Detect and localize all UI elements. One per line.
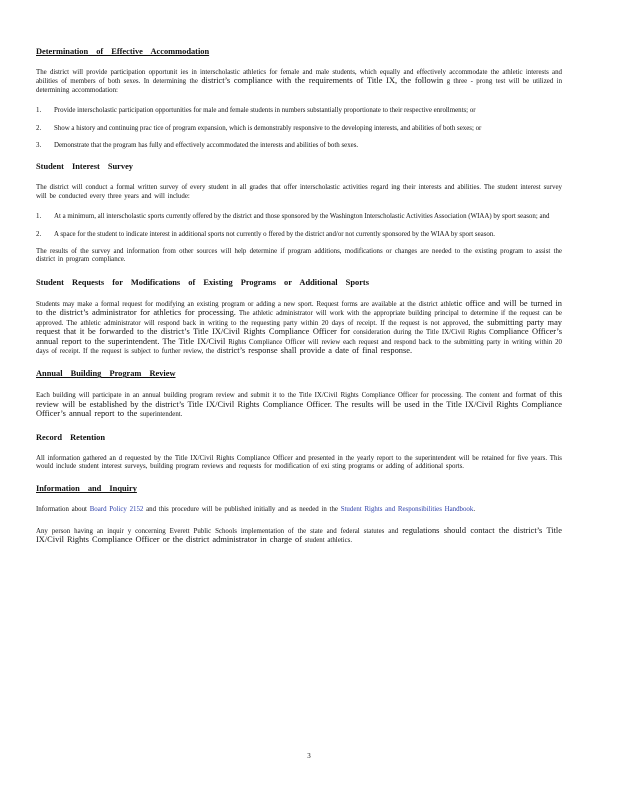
inquiry-paragraph-2 <box>36 527 562 546</box>
heading-requests: Student Requests for Modifications of Existing Programs or Additional Sports <box>36 277 369 287</box>
determination-item <box>36 125 562 133</box>
item-text: Show a history and continuing prac tice of program expansion, which is demonstrably responsive to the developing interests, and abilities of both sexes; or <box>54 124 482 132</box>
survey-item <box>36 213 562 221</box>
inquiry-p1-c: . <box>473 506 476 514</box>
requests-p4: the submitting party may request that it be forwarded to the district’s Title IX/Civil Rights Compliance Officer for <box>36 317 562 337</box>
requests-p5: consideration during the Title IX/Civil Rights C <box>353 329 494 337</box>
item-text: Demonstrate that the program has fully and effectively accommodated the interests and abilities of both sexes. <box>54 142 359 150</box>
item-text: At a minimum, all interscholastic sports currently offered by the district and those sponsored by the Washington Interscholastic Activities Association (WIAA) by sport season; and <box>54 213 550 221</box>
requests-p1: Students may make a formal request for modifying an existing program or adding a new sport. Request forms are available at the district athle <box>36 300 454 308</box>
requests-p8: istrict’s response shall provide a date of final response. <box>220 345 413 355</box>
item-number: 1. <box>36 107 42 115</box>
inquiry-p2-b: regulations should contact the district’s Title IX/Civil Rights Compliance Officer or the district administrator in charge of <box>36 525 562 545</box>
item-number: 2. <box>36 230 42 238</box>
heading-review: Annual Building Program Review <box>36 369 176 379</box>
heading-retention: Record Retention <box>36 432 106 442</box>
item-number: 1. <box>36 213 42 221</box>
inquiry-p1-a: Information about <box>36 506 87 514</box>
heading-inquiry: Information and Inquiry <box>36 484 137 494</box>
heading-determination: Determination of Effective Accommodation <box>36 47 210 56</box>
item-number: 2. <box>36 124 42 132</box>
requests-p6: ompliance Officer’s annual report to the superintendent. The Title IX/Civil <box>36 327 562 346</box>
survey-item <box>36 231 562 239</box>
item-number: 3. <box>36 142 42 150</box>
inquiry-p1-b: and this procedure will be published initially and as needed in the <box>146 506 338 514</box>
board-policy-link[interactable]: Board Policy 2152 <box>89 506 144 514</box>
requests-p3: The athletic administrator will work with the appropriate building principal to determine if the request can be approved. The athletic administrator will respond back in writing to the requesting party within 20 days of receipt. If the request is not approved, <box>36 310 562 327</box>
determination-intro-b: district’s compliance with the requirements of Title IX, the followin <box>201 76 444 86</box>
item-text: Provide interscholastic participation opportunities for male and female students in numbers substantially proportionate to their respective enrollments; or <box>54 107 476 115</box>
review-paragraph <box>36 391 562 419</box>
requests-p2: tic office and will be turned in to the district’s administrator for athletics for processing. <box>36 298 562 318</box>
inquiry-p2-c: student athletics. <box>304 537 353 545</box>
determination-intro <box>36 69 562 95</box>
handbook-link[interactable]: Student Rights and Responsibilities Handbook <box>340 506 474 514</box>
retention-paragraph: All information gathered an d requested by the Title IX/Civil Rights Compliance Officer and presented in the yearly report to the superintendent will be retained for five years. This would include student interest surveys, building program reviews and requests for modification of exi sting programs or adding of additional sports. <box>36 454 562 470</box>
determination-intro-c: g three - prong test will be utilized in determining accommodation: <box>36 78 563 94</box>
review-p2: mat of this review will be established by the district’s Title IX/Civil Rights Compliance Officer. The results will be used in the Title IX/Civil Rights Compliance Officer’s annual report to the <box>36 390 562 419</box>
survey-closing: The results of the survey and information from other sources will help determine if program additions, modifications or changes are needed to the existing program to assist the district in program compliance. <box>36 248 562 264</box>
review-p1: Each building will participate in an annual building program review and submit it to the Title IX/Civil Rights Compliance Officer for processing. The content and for <box>36 392 524 400</box>
determination-intro-a: The district will provide participation opportunit ies in interscholastic athletics for female and male students, which equally and effectively accommodate the athletic interests and abilities of members of both sexes. In determining the <box>36 69 562 86</box>
requests-paragraph <box>36 300 562 356</box>
requests-p7: Rights Compliance Officer will review each request and respond back to the submitting party in writing within 20 days of receipt. If the request is subject to further review, the d <box>36 338 562 355</box>
inquiry-paragraph-1 <box>36 506 562 514</box>
survey-intro: The district will conduct a formal written survey of every student in all grades that offer interscholastic activities regard ing their interests and abilities. The student interest survey will be conducted every three years and will include: <box>36 184 562 200</box>
page-number: 3 <box>307 752 311 760</box>
item-text: A space for the student to indicate interest in additional sports not currently o ffered by the district and/or not currently sponsored by the WIAA by sport season. <box>54 230 496 238</box>
determination-item <box>36 107 562 115</box>
review-p3: superintendent. <box>140 411 183 419</box>
heading-survey: Student Interest Survey <box>36 162 133 172</box>
inquiry-p2-a: Any person having an inquir y concerning Everett Public Schools implementation of the state and federal statutes and <box>36 527 399 535</box>
determination-item <box>36 142 562 150</box>
